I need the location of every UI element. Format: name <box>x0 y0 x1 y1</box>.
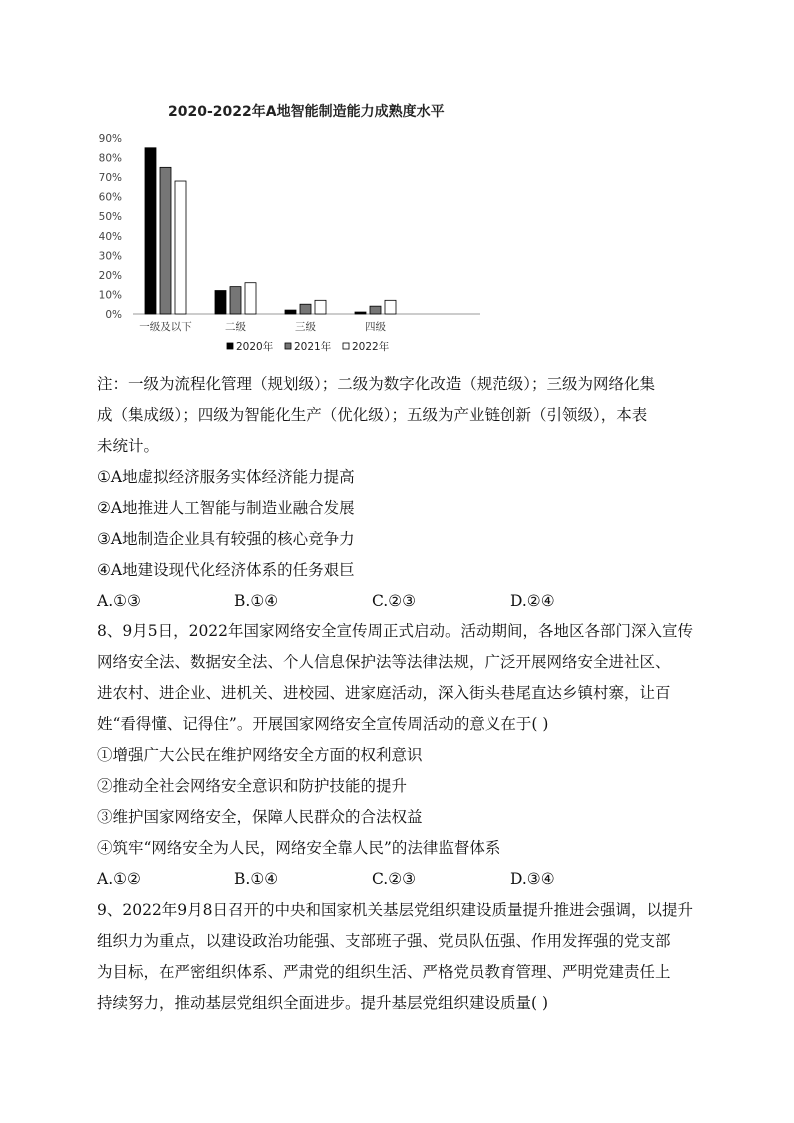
q8-item-2: ②推动全社会网络安全意识和防护技能的提升 <box>97 777 408 795</box>
q8-line-4: 姓“看得懂、记得住”。开展国家网络安全宣传周活动的意义在于( ) <box>97 715 549 733</box>
bar-2-4 <box>370 306 381 314</box>
q7-option-b[interactable]: B.①④ <box>234 592 279 610</box>
bar-2-2 <box>230 287 241 314</box>
q8-item-4: ④筑牢“网络安全为人民，网络安全靠人民”的法律监督体系 <box>97 839 501 857</box>
note-line-2: 成（集成级）；四级为智能化生产（优化级）；五级为产业链创新（引领级），本表 <box>97 406 648 424</box>
q8-option-b[interactable]: B.①④ <box>234 870 279 888</box>
y-tick-label: 90% <box>98 133 122 145</box>
legend-swatch-3 <box>343 343 349 349</box>
x-tick-label: 四级 <box>365 321 386 333</box>
q7-option-d[interactable]: D.②④ <box>510 592 555 610</box>
q7-option-c[interactable]: C.②③ <box>372 592 417 610</box>
y-tick-label: 30% <box>98 250 122 263</box>
legend-label-3: 2022年 <box>352 341 390 353</box>
legend-label-2: 2021年 <box>294 341 332 353</box>
q8-line-3: 进农村、进企业、进机关、进校园、进家庭活动，深入街头巷尾直达乡镇村寨，让百 <box>97 684 671 702</box>
q8-line-1: 8、9月5日，2022年国家网络安全宣传周正式启动。活动期间，各地区各部门深入宣传 <box>97 622 694 640</box>
q7-option-a[interactable]: A.①③ <box>97 592 141 610</box>
y-tick-label: 10% <box>98 289 122 302</box>
legend-swatch-1 <box>227 343 233 349</box>
note-line-3: 未统计。 <box>97 437 160 455</box>
bar-3-1 <box>175 181 186 314</box>
bar-3-4 <box>385 300 396 314</box>
q8-option-d[interactable]: D.③④ <box>510 870 555 888</box>
legend-label-1: 2020年 <box>236 341 274 353</box>
y-tick-label: 50% <box>98 211 122 224</box>
bar-3-3 <box>315 300 326 314</box>
x-tick-label: 三级 <box>295 321 316 333</box>
y-tick-label: 20% <box>98 269 122 282</box>
q8-option-a[interactable]: A.①② <box>97 870 141 888</box>
q9-line-3: 为目标，在严密组织体系、严肃党的组织生活、严格党员教育管理、严明党建责任上 <box>97 963 671 981</box>
x-tick-label: 二级 <box>225 321 246 333</box>
bar-2-1 <box>160 167 171 314</box>
q8-item-1: ①增强广大公民在维护网络安全方面的权利意识 <box>97 746 423 764</box>
bar-1-2 <box>215 291 226 314</box>
bar-1-3 <box>285 310 296 314</box>
q8-line-2: 网络安全法、数据安全法、个人信息保护法等法律法规，广泛开展网络安全进社区、 <box>97 653 671 671</box>
bar-1-1 <box>145 148 156 314</box>
y-tick-label: 70% <box>98 172 122 185</box>
q7-item-1: ①A地虚拟经济服务实体经济能力提高 <box>97 468 355 486</box>
q7-item-2: ②A地推进人工智能与制造业融合发展 <box>97 499 355 517</box>
q9-line-2: 组织力为重点，以建设政治功能强、支部班子强、党员队伍强、作用发挥强的党支部 <box>97 932 671 950</box>
legend-swatch-2 <box>285 343 291 349</box>
bar-2-3 <box>300 304 311 314</box>
q9-line-4: 持续努力，推动基层党组织全面进步。提升基层党组织建设质量( ) <box>97 994 549 1012</box>
note-line-1: 注：一级为流程化管理（规划级）；二级为数字化改造（规范级）；三级为网络化集 <box>97 375 656 393</box>
q9-line-1: 9、2022年9月8日召开的中央和国家机关基层党组织建设质量提升推进会强调，以提升 <box>97 901 694 919</box>
y-tick-label: 0% <box>105 309 122 321</box>
bar-chart <box>95 96 495 364</box>
bar-3-2 <box>245 283 256 314</box>
q7-item-3: ③A地制造企业具有较强的核心竞争力 <box>97 530 355 548</box>
chart-title: 2020-2022年A地智能制造能力成熟度水平 <box>168 104 445 120</box>
y-tick-label: 40% <box>98 230 122 243</box>
q8-item-3: ③维护国家网络安全，保障人民群众的合法权益 <box>97 808 423 826</box>
q7-item-4: ④A地建设现代化经济体系的任务艰巨 <box>97 561 355 579</box>
y-tick-label: 80% <box>98 152 122 165</box>
bar-1-4 <box>355 312 366 314</box>
q8-option-c[interactable]: C.②③ <box>372 870 417 888</box>
y-tick-label: 60% <box>98 191 122 204</box>
x-tick-label: 一级及以下 <box>139 321 192 333</box>
chart-svg <box>95 96 495 364</box>
